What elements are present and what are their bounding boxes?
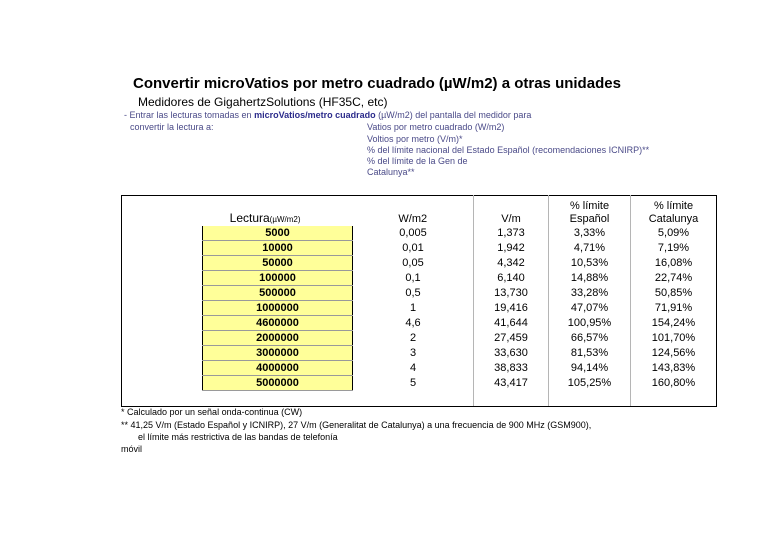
table-row xyxy=(122,376,718,391)
unit-option-wm2: Vatios por metro cuadrado (W/m2) xyxy=(367,122,505,132)
wm2-cell: 0,05 xyxy=(353,256,474,271)
footnote-2-line-2: el límite más restrictiva de las bandas de telefonía xyxy=(138,432,338,442)
cat-cell: 16,08% xyxy=(631,256,717,271)
header-esp-2: Español xyxy=(569,213,610,225)
unit-option-cat-1: % del límite de la Gen de xyxy=(367,156,468,166)
vm-cell: 19,416 xyxy=(474,301,549,316)
vm-cell: 41,644 xyxy=(474,316,549,331)
wm2-cell: 0,005 xyxy=(353,226,474,241)
table-row xyxy=(122,361,718,376)
page-subtitle: Medidores de GigahertzSolutions (HF35C, etc) xyxy=(138,95,388,109)
cat-cell: 71,91% xyxy=(631,301,717,316)
esp-cell: 3,33% xyxy=(549,226,631,241)
vm-cell: 13,730 xyxy=(474,286,549,301)
vm-cell: 33,630 xyxy=(474,346,549,361)
wm2-cell: 0,5 xyxy=(353,286,474,301)
vm-cell: 1,373 xyxy=(474,226,549,241)
table-row xyxy=(122,271,718,286)
vm-cell: 4,342 xyxy=(474,256,549,271)
table-row xyxy=(122,346,718,361)
esp-cell: 81,53% xyxy=(549,346,631,361)
conversion-table xyxy=(121,195,718,407)
vm-cell: 1,942 xyxy=(474,241,549,256)
footnote-2-line-3: móvil xyxy=(121,444,143,454)
esp-cell: 105,25% xyxy=(549,376,631,391)
table-row xyxy=(122,301,718,316)
esp-cell: 94,14% xyxy=(549,361,631,376)
table-header-row xyxy=(122,196,718,227)
vm-cell: 6,140 xyxy=(474,271,549,286)
wm2-cell: 0,01 xyxy=(353,241,474,256)
lectura-cell[interactable]: 4000000 xyxy=(203,361,353,376)
lectura-cell[interactable]: 500000 xyxy=(203,286,353,301)
page-title: Convertir microVatios por metro cuadrado (µW/m2) a otras unidades xyxy=(133,75,621,92)
table-row xyxy=(122,286,718,301)
wm2-cell: 3 xyxy=(353,346,474,361)
header-wm2: W/m2 xyxy=(353,196,474,227)
lectura-cell[interactable]: 10000 xyxy=(203,241,353,256)
intro-prefix: - Entrar las lecturas tomadas en xyxy=(124,110,255,120)
wm2-cell: 1 xyxy=(353,301,474,316)
cat-cell: 154,24% xyxy=(631,316,717,331)
vm-cell: 27,459 xyxy=(474,331,549,346)
unit-option-esp: % del límite nacional del Estado Español (recomendaciones ICNIRP)** xyxy=(367,145,650,155)
intro-line-2: convertir la lectura a: xyxy=(130,122,214,132)
esp-cell: 47,07% xyxy=(549,301,631,316)
esp-cell: 14,88% xyxy=(549,271,631,286)
header-cat-2: Catalunya xyxy=(648,213,699,225)
cat-cell: 124,56% xyxy=(631,346,717,361)
esp-cell: 4,71% xyxy=(549,241,631,256)
esp-cell: 33,28% xyxy=(549,286,631,301)
cat-cell: 160,80% xyxy=(631,376,717,391)
lectura-cell[interactable]: 3000000 xyxy=(203,346,353,361)
wm2-cell: 4,6 xyxy=(353,316,474,331)
table-row xyxy=(122,226,718,241)
esp-cell: 66,57% xyxy=(549,331,631,346)
lectura-cell[interactable]: 4600000 xyxy=(203,316,353,331)
wm2-cell: 0,1 xyxy=(353,271,474,286)
header-esp xyxy=(549,196,631,227)
cat-cell: 5,09% xyxy=(631,226,717,241)
wm2-cell: 5 xyxy=(353,376,474,391)
cat-cell: 7,19% xyxy=(631,241,717,256)
unit-option-cat-2: Catalunya** xyxy=(367,167,415,177)
cat-cell: 101,70% xyxy=(631,331,717,346)
lectura-cell[interactable]: 2000000 xyxy=(203,331,353,346)
vm-cell: 38,833 xyxy=(474,361,549,376)
table-row xyxy=(122,316,718,331)
lectura-cell[interactable]: 50000 xyxy=(203,256,353,271)
intro-line-1 xyxy=(124,110,531,120)
cat-cell: 22,74% xyxy=(631,271,717,286)
header-lectura-text: Lectura xyxy=(229,211,270,225)
header-cat-1: % límite xyxy=(653,200,694,212)
footnote-1: * Calculado por un señal onda-continua (CW) xyxy=(121,407,303,417)
table-row xyxy=(122,241,718,256)
header-vm: V/m xyxy=(474,196,549,227)
lectura-cell[interactable]: 5000 xyxy=(203,226,353,241)
header-lectura-unit: (µW/m2) xyxy=(269,215,301,224)
header-lectura xyxy=(122,196,353,227)
unit-option-vm: Voltios por metro (V/m)* xyxy=(367,134,463,144)
lectura-cell[interactable]: 5000000 xyxy=(203,376,353,391)
vm-cell: 43,417 xyxy=(474,376,549,391)
lectura-cell[interactable]: 100000 xyxy=(203,271,353,286)
esp-cell: 10,53% xyxy=(549,256,631,271)
table-row xyxy=(122,256,718,271)
table-row xyxy=(122,331,718,346)
esp-cell: 100,95% xyxy=(549,316,631,331)
lectura-cell[interactable]: 1000000 xyxy=(203,301,353,316)
wm2-cell: 4 xyxy=(353,361,474,376)
header-esp-1: % límite xyxy=(569,200,610,212)
wm2-cell: 2 xyxy=(353,331,474,346)
footnote-2-line-1: ** 41,25 V/m (Estado Español y ICNIRP), 27 V/m (Generalitat de Catalunya) a una frecuencia de 900 MHz (GSM900), xyxy=(121,420,592,430)
cat-cell: 143,83% xyxy=(631,361,717,376)
table-footer-row xyxy=(122,391,718,407)
intro-unit-bold: microVatios/metro cuadrado xyxy=(254,110,376,120)
header-cat xyxy=(631,196,717,227)
cat-cell: 50,85% xyxy=(631,286,717,301)
intro-suffix: (µW/m2) del pantalla del medidor para xyxy=(375,110,532,120)
